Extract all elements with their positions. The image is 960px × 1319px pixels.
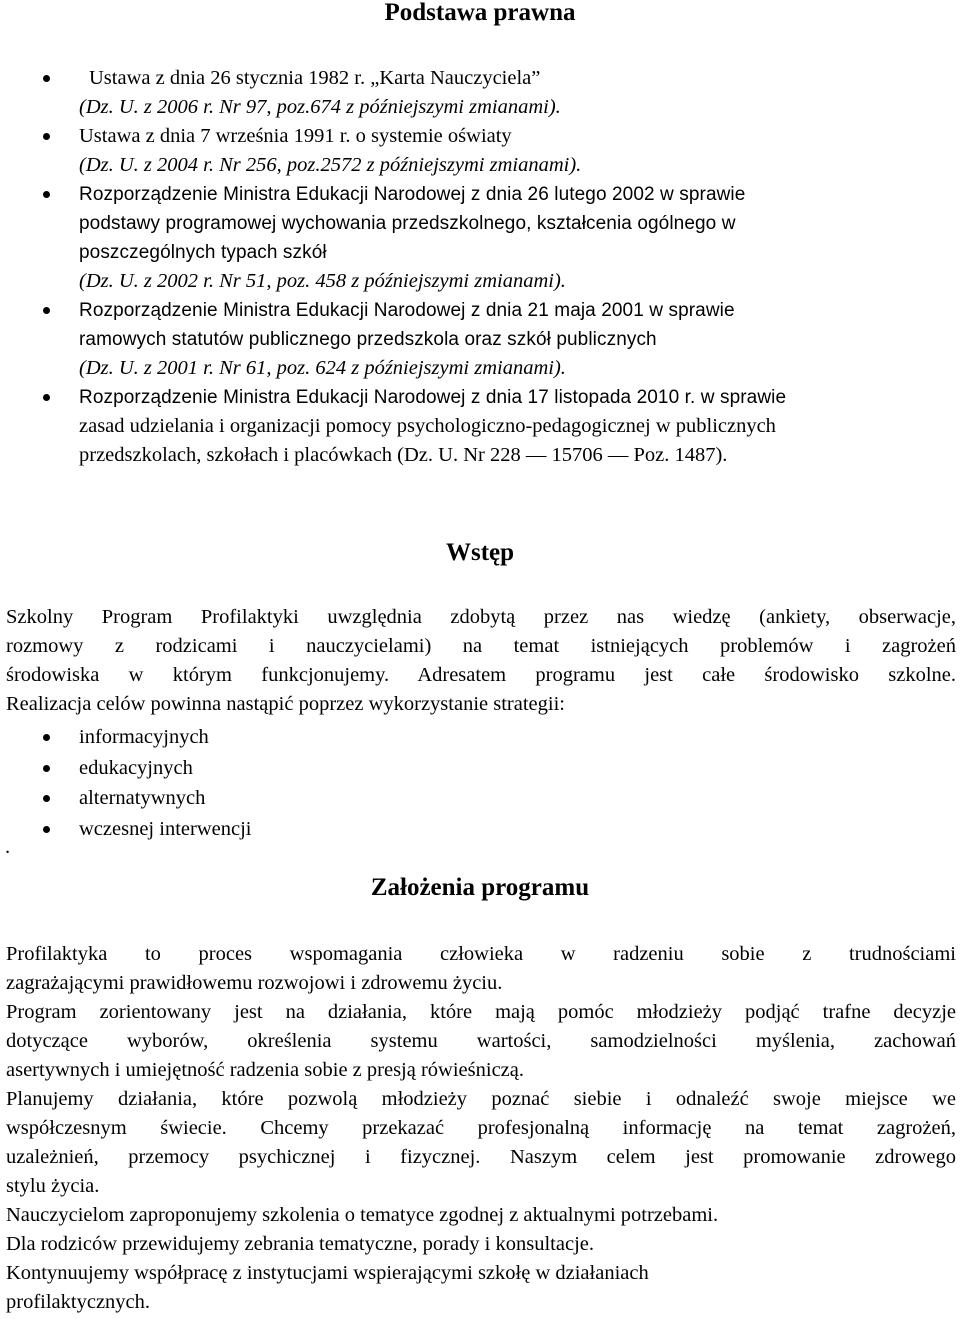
- legal-basis-list: [0, 64, 786, 470]
- assumptions-paragraph: [6, 940, 956, 1317]
- assumptions-line: Dla rodziców przewidujemy zebrania tematyczne, porady i konsultacje.: [6, 1233, 594, 1255]
- section-title-podstawa-prawna: Podstawa prawna: [384, 0, 576, 26]
- section-title-wstep: Wstęp: [445, 539, 515, 566]
- assumptions-line: Kontynuujemy współpracę z instytucjami wspierającymi szkołę w działaniach: [6, 1262, 649, 1284]
- bullet-icon: [43, 795, 50, 802]
- bullet-icon: [43, 394, 50, 401]
- legal-basis-line: Ustawa z dnia 26 stycznia 1982 r. „Karta Nauczyciela”: [89, 67, 541, 89]
- assumptions-line: zagrażającymi prawidłowemu rozwojowi i zdrowemu życiu.: [6, 972, 503, 994]
- assumptions-line: dotyczące wyborów, określenia systemu wartości, samodzielności myślenia, zachowań: [6, 1030, 956, 1052]
- legal-basis-line: (Dz. U. z 2004 r. Nr 256, poz.2572 z późniejszymi zmianami).: [79, 154, 582, 176]
- bullet-icon: [43, 826, 50, 833]
- bullet-icon: [43, 765, 50, 772]
- legal-basis-line: poszczególnych typach szkół: [79, 242, 327, 263]
- legal-basis-line: ramowych statutów publicznego przedszkola oraz szkół publicznych: [79, 329, 657, 350]
- legal-basis-line: (Dz. U. z 2002 r. Nr 51, poz. 458 z późniejszymi zmianami).: [79, 270, 566, 292]
- assumptions-line: współczesnym świecie. Chcemy przekazać profesjonalną informację na temat zagrożeń,: [6, 1117, 956, 1139]
- assumptions-line: Program zorientowany jest na działania, które mają pomóc młodzieży podjąć trafne decyzje: [6, 1001, 956, 1023]
- legal-basis-item: [0, 383, 786, 470]
- section-title-zalozenia: Założenia programu: [370, 874, 590, 901]
- intro-line: Realizacja celów powinna nastąpić poprzez wykorzystanie strategii:: [6, 693, 565, 715]
- assumptions-line: Nauczycielom zaproponujemy szkolenia o tematyce zgodnej z aktualnymi potrzebami.: [6, 1204, 719, 1226]
- legal-basis-line: Ustawa z dnia 7 września 1991 r. o systemie oświaty: [79, 125, 512, 147]
- bullet-icon: [43, 133, 50, 140]
- strategy-item: [0, 814, 251, 845]
- bullet-icon: [43, 75, 50, 82]
- legal-basis-item: [0, 180, 786, 296]
- bullet-icon: [43, 307, 50, 314]
- strategy-label: wczesnej interwencji: [79, 817, 252, 840]
- legal-basis-line: Rozporządzenie Ministra Edukacji Narodowej z dnia 21 maja 2001 w sprawie: [79, 300, 735, 321]
- intro-line: rozmowy z rodzicami i nauczycielami) na temat istniejących problemów i zagrożeń: [6, 635, 956, 657]
- legal-basis-item: [0, 122, 786, 180]
- legal-basis-item: [0, 64, 786, 122]
- legal-basis-line: Rozporządzenie Ministra Edukacji Narodowej z dnia 17 listopada 2010 r. w sprawie: [79, 387, 787, 408]
- legal-basis-line: Rozporządzenie Ministra Edukacji Narodowej z dnia 26 lutego 2002 w sprawie: [79, 184, 746, 205]
- strategy-label: edukacyjnych: [79, 756, 193, 779]
- assumptions-line: Profilaktyka to proces wspomagania człowieka w radzeniu sobie z trudnościami: [6, 943, 956, 965]
- intro-line: Szkolny Program Profilaktyki uwzględnia zdobytą przez nas wiedzę (ankiety, obserwacje,: [6, 606, 956, 628]
- assumptions-line: profilaktycznych.: [6, 1291, 151, 1313]
- assumptions-line: Planujemy działania, które pozwolą młodzieży poznać siebie i odnaleźć swoje miejsce we: [6, 1088, 956, 1110]
- assumptions-line: uzależnień, przemocy psychicznej i fizycznej. Naszym celem jest promowanie zdrowego: [6, 1146, 956, 1168]
- assumptions-line: stylu życia.: [6, 1175, 100, 1197]
- strategies-list: [0, 722, 251, 844]
- bullet-icon: [43, 734, 50, 741]
- strategy-item: [0, 722, 251, 753]
- legal-basis-line: przedszkolach, szkołach i placówkach (Dz. U. Nr 228 — 15706 — Poz. 1487).: [79, 444, 728, 466]
- intro-line: środowiska w którym funkcjonujemy. Adresatem programu jest całe środowisko szkolne.: [6, 664, 956, 686]
- strategy-item: [0, 753, 251, 784]
- legal-basis-line: podstawy programowej wychowania przedszkolnego, kształcenia ogólnego w: [79, 213, 736, 234]
- intro-paragraph: [6, 603, 956, 719]
- legal-basis-line: (Dz. U. z 2006 r. Nr 97, poz.674 z późniejszymi zmianami).: [79, 96, 561, 118]
- legal-basis-item: [0, 296, 786, 383]
- strategy-item: [0, 783, 251, 814]
- assumptions-line: asertywnych i umiejętność radzenia sobie z presją rówieśniczą.: [6, 1059, 524, 1081]
- bullet-icon: [43, 191, 50, 198]
- strategy-label: alternatywnych: [79, 787, 206, 809]
- legal-basis-line: zasad udzielania i organizacji pomocy psychologiczno-pedagogicznej w publicznych: [79, 415, 776, 437]
- trailing-dot: .: [5, 836, 11, 858]
- strategy-label: informacyjnych: [79, 726, 209, 748]
- legal-basis-line: (Dz. U. z 2001 r. Nr 61, poz. 624 z późniejszymi zmianami).: [79, 357, 566, 379]
